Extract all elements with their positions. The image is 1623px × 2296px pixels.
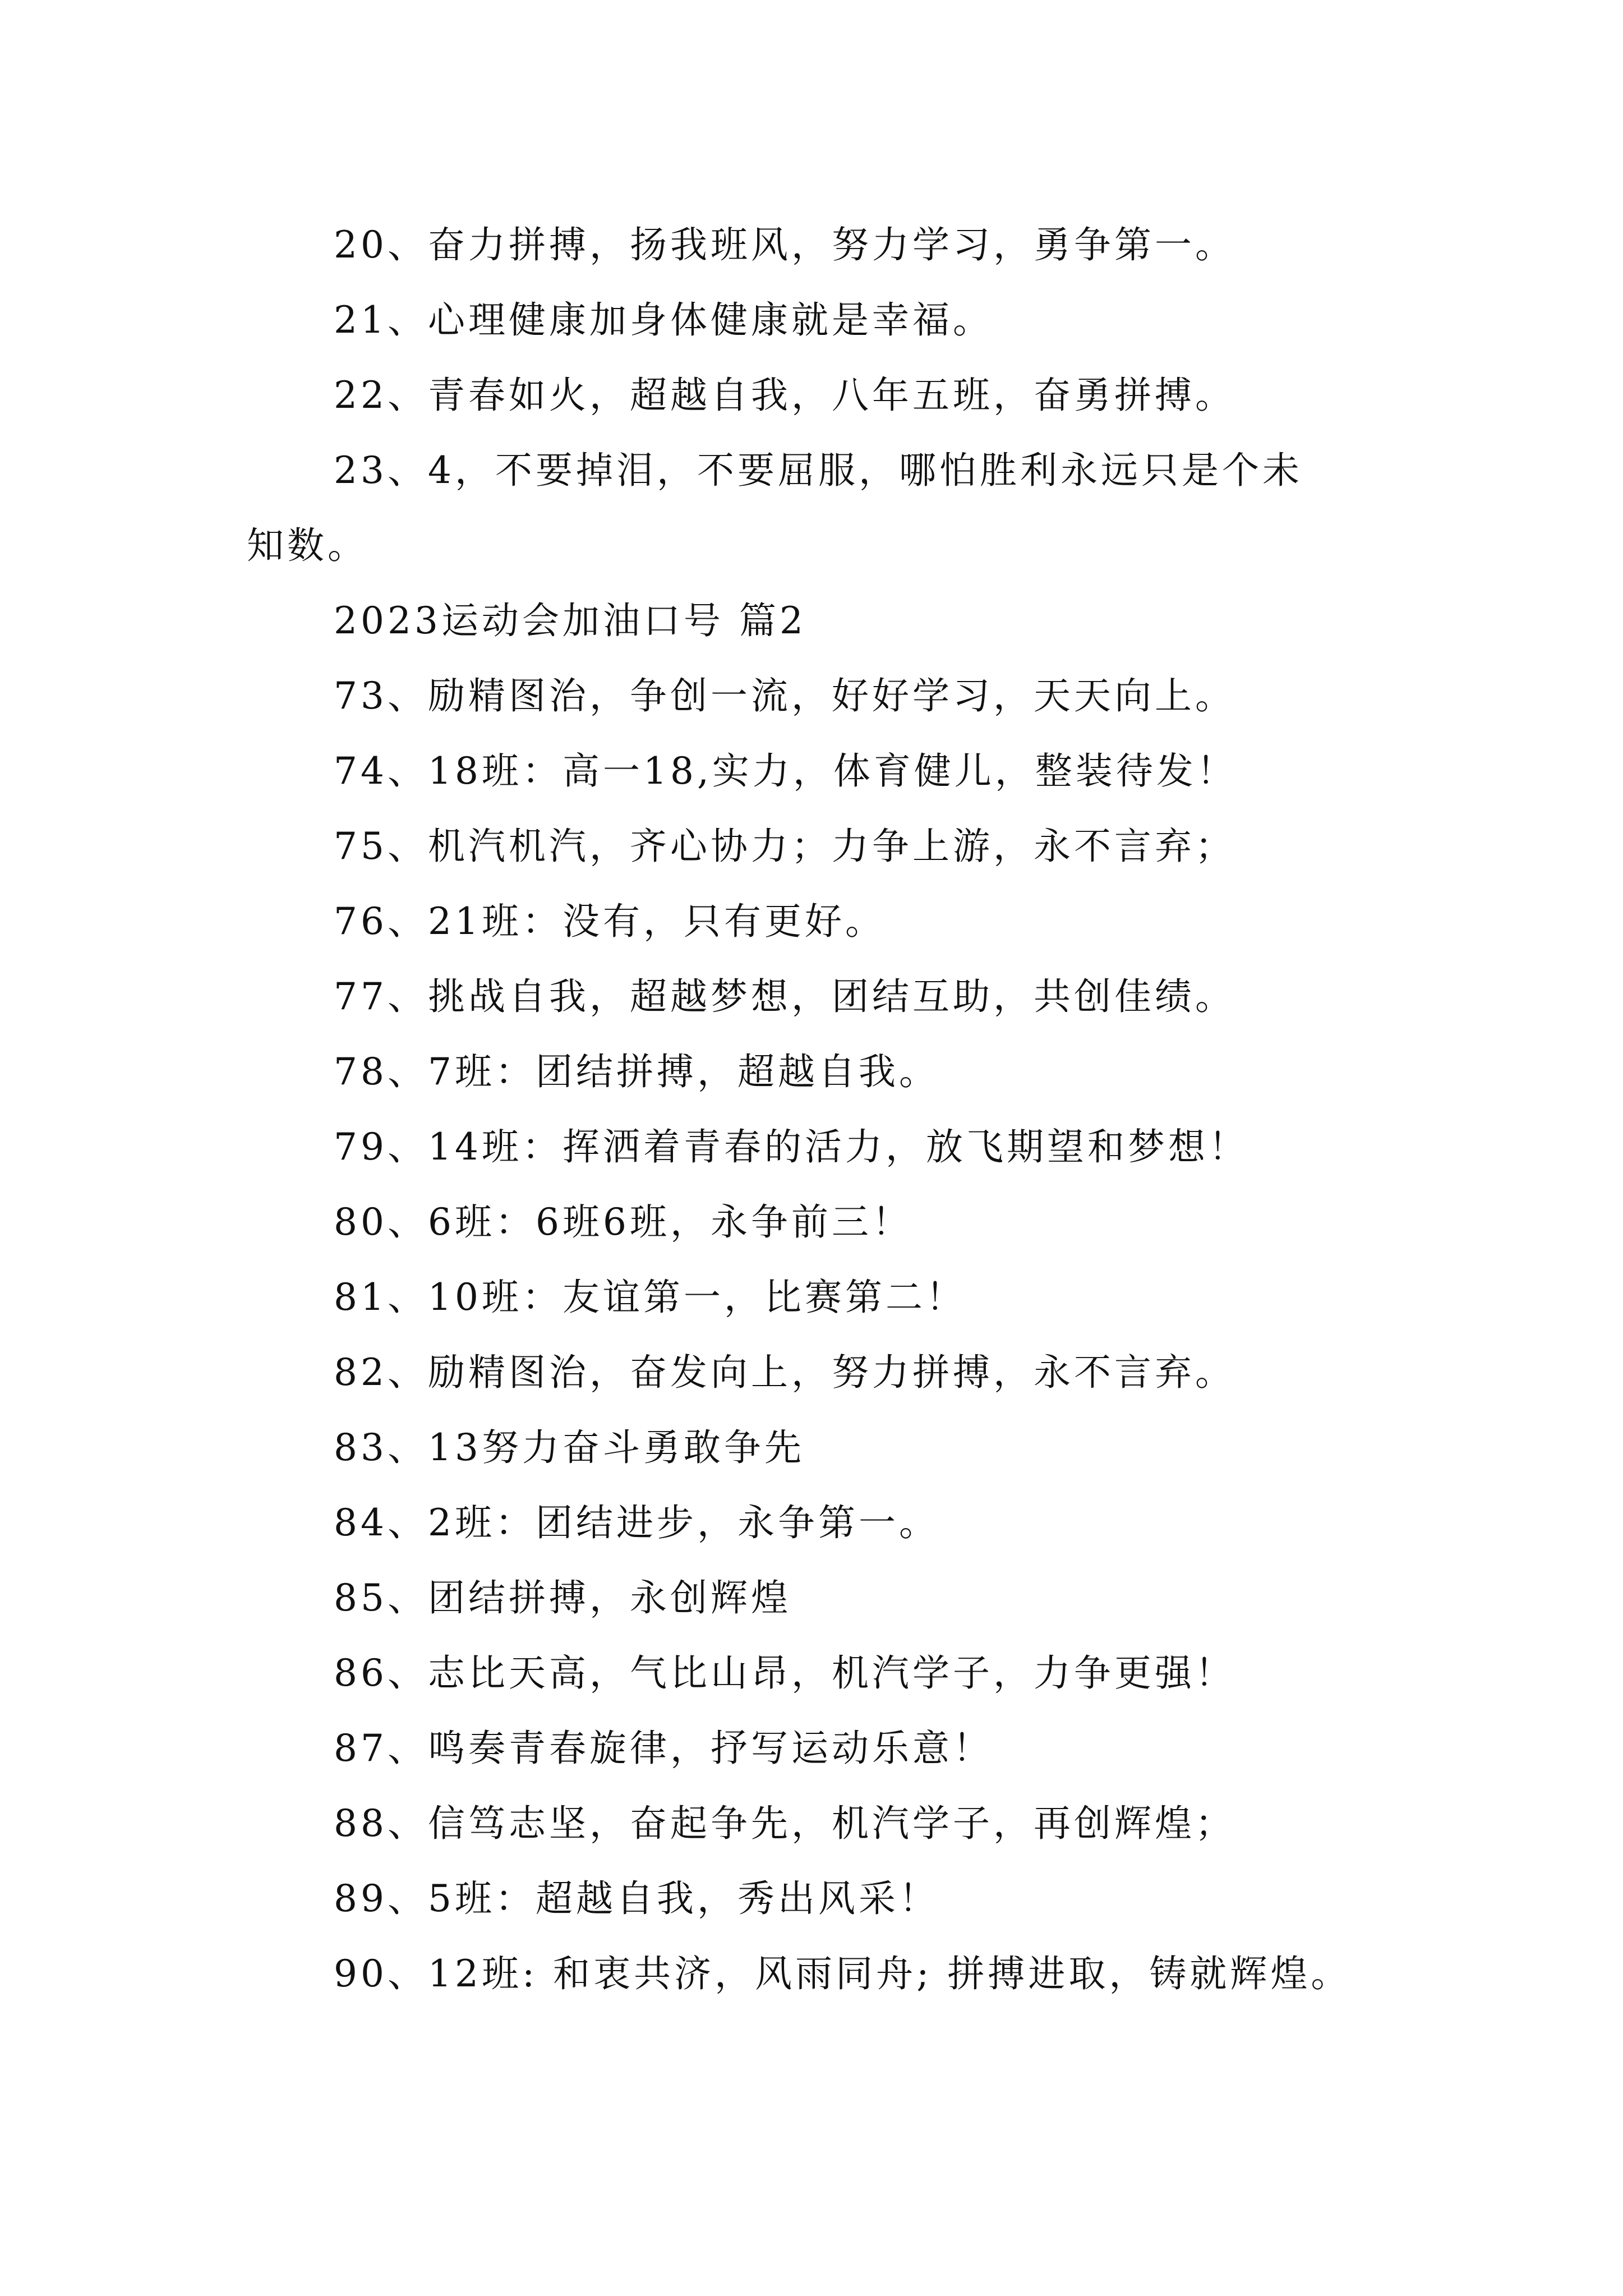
slogan-line-88: 88、信笃志坚，奋起争先，机汽学子，再创辉煌； xyxy=(334,1802,1235,1845)
slogan-line-21: 21、心理健康加身体健康就是幸福。 xyxy=(334,298,993,342)
slogan-line-80: 80、6班：6班6班，永争前三！ xyxy=(334,1200,912,1244)
slogan-line-90: 90、12班: 和衷共济，风雨同舟; 拼搏进取，铸就辉煌。 xyxy=(334,1952,1352,1995)
slogan-line-78: 78、7班：团结拼搏，超越自我。 xyxy=(334,1050,939,1093)
slogan-line-75: 75、机汽机汽，齐心协力；力争上游，永不言弃； xyxy=(334,825,1235,868)
slogan-line-23-continued: 知数。 xyxy=(247,524,368,567)
slogan-line-89: 89、5班：超越自我，秀出风采！ xyxy=(334,1877,939,1920)
slogan-line-20: 20、奋力拼搏，扬我班风，努力学习，勇争第一。 xyxy=(334,223,1235,266)
slogan-line-73: 73、励精图治，争创一流，好好学习，天天向上。 xyxy=(334,674,1235,717)
slogan-line-81: 81、10班：友谊第一，比赛第二！ xyxy=(334,1276,966,1319)
document-body xyxy=(247,208,1391,2012)
slogan-line-82: 82、励精图治，奋发向上，努力拼搏，永不言弃。 xyxy=(334,1351,1235,1394)
slogan-line-74: 74、18班：高一18,实力，体育健儿，整装待发！ xyxy=(334,749,1237,793)
section-title: 2023运动会加油口号 篇2 xyxy=(334,599,806,642)
slogan-line-23-first: 23、4，不要掉泪，不要屈服，哪怕胜利永远只是个未 xyxy=(334,449,1303,492)
slogan-line-86: 86、志比天高，气比山昂，机汽学子，力争更强！ xyxy=(334,1651,1235,1695)
slogan-paragraph-23 xyxy=(247,433,1391,583)
slogan-line-85: 85、团结拼搏，永创辉煌 xyxy=(334,1576,791,1619)
slogan-line-79: 79、14班：挥洒着青春的活力，放飞期望和梦想！ xyxy=(334,1125,1249,1168)
slogan-line-77: 77、挑战自我，超越梦想，团结互助，共创佳绩。 xyxy=(334,975,1235,1018)
slogan-line-87: 87、鸣奏青春旋律，抒写运动乐意！ xyxy=(334,1727,993,1770)
slogan-line-83: 83、13努力奋斗勇敢争先 xyxy=(334,1426,805,1469)
slogan-line-76: 76、21班：没有，只有更好。 xyxy=(334,900,886,943)
slogan-line-22: 22、青春如火，超越自我，八年五班，奋勇拼搏。 xyxy=(334,374,1235,417)
slogan-line-84: 84、2班：团结进步，永争第一。 xyxy=(334,1501,939,1544)
